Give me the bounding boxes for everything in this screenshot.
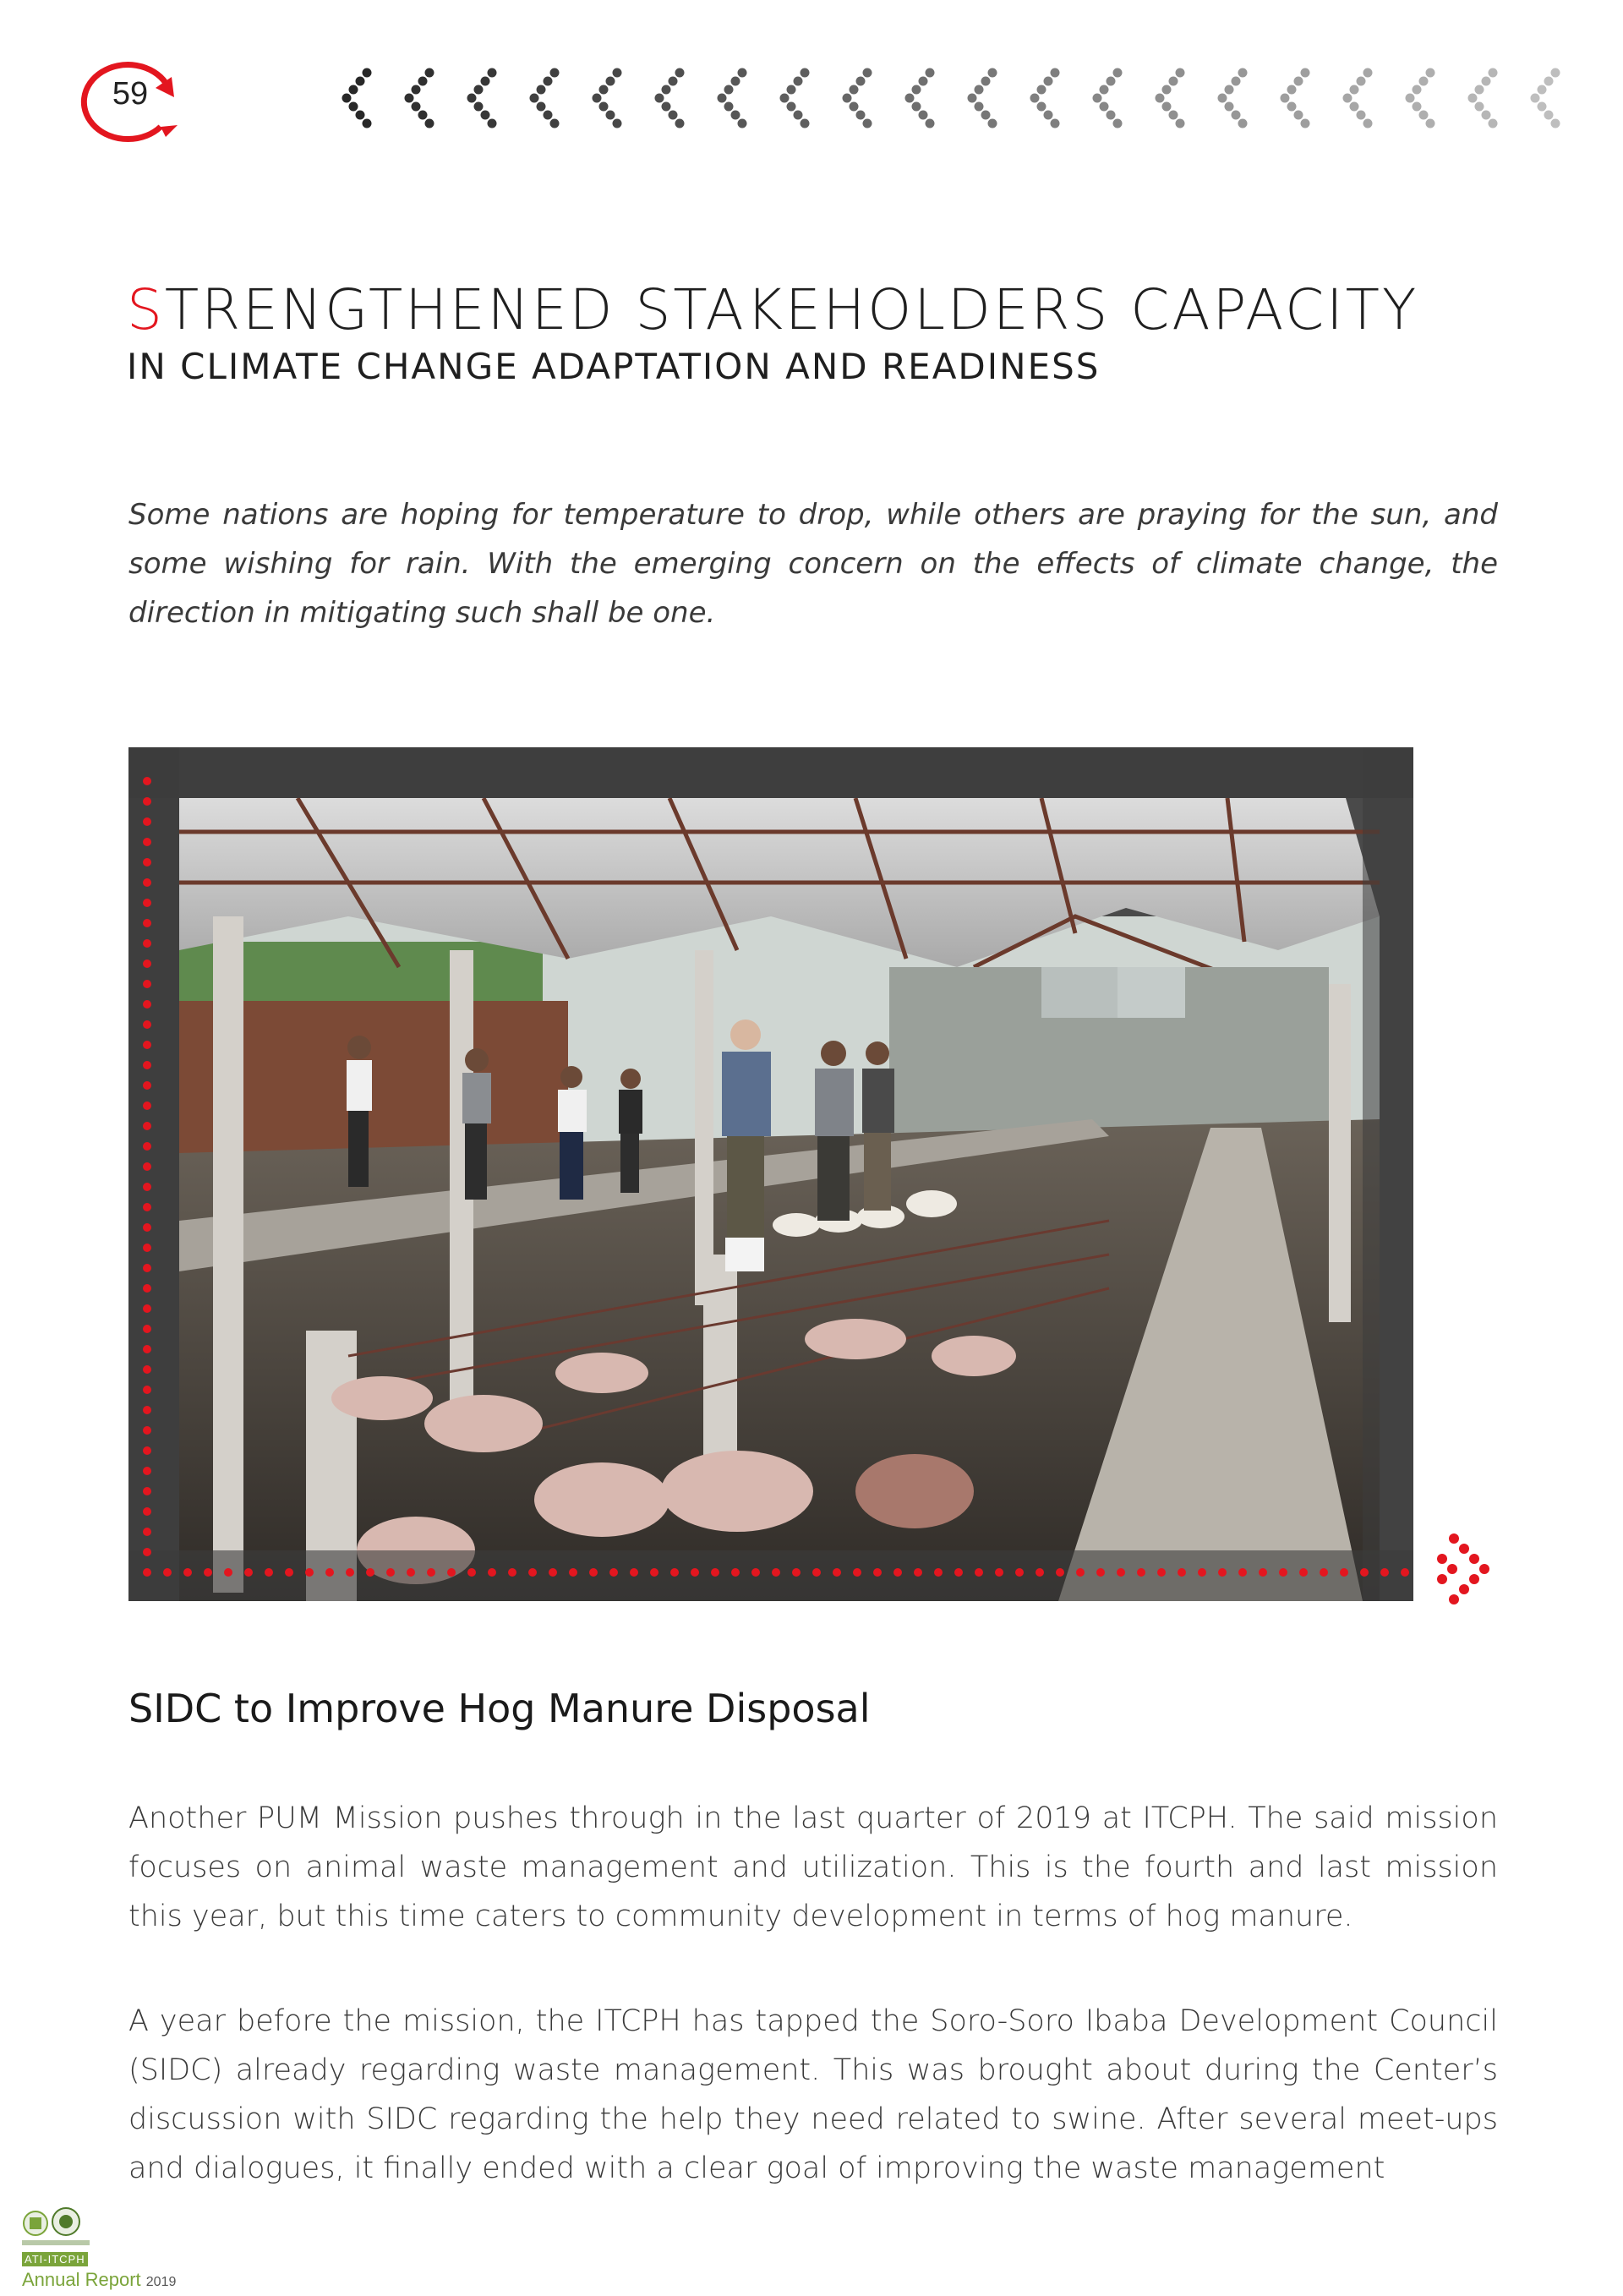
footer-report-label: Annual Report [22, 2269, 141, 2290]
chevron-left-icon [718, 68, 747, 128]
chevron-left-icon [843, 68, 872, 128]
chevron-left-icon [1343, 68, 1373, 128]
chevron-left-icon [1093, 68, 1123, 128]
chevron-left-icon [1531, 68, 1560, 128]
chevron-left-icon [342, 68, 372, 128]
body-paragraph-2: A year before the mission, the ITCPH has tapped the Soro-Soro Ibaba Development Council (SIDC) already regarding waste management. This was brought about during the Center’s discussion with SIDC regarding the help they need related to swine. After several meet-ups and dialogues, it finally ended with a clear goal of improving the waste management [128, 2004, 1498, 2185]
chevron-left-icon [1406, 68, 1435, 128]
body-paragraph-1: Another PUM Mission pushes through in the last quarter of 2019 at ITCPH. The said mission focuses on animal waste management and utilization. This is the fourth and last mission this year, but this time caters to community development in terms of hog manure. [128, 1801, 1498, 1933]
chevron-left-icon [593, 68, 622, 128]
header-chevron-row [338, 61, 1598, 137]
title-first-letter: S [127, 277, 165, 342]
photo-frame [128, 747, 1413, 1601]
page-number-badge [66, 49, 201, 159]
title-main-text: TRENGTHENED STAKEHOLDERS CAPACITY [164, 277, 1419, 342]
footer-year: 2019 [145, 2275, 177, 2289]
chevron-left-icon [1218, 68, 1248, 128]
chevron-left-icon [1281, 68, 1310, 128]
footer-branding [22, 2205, 242, 2289]
chevron-left-icon [1156, 68, 1185, 128]
chevron-left-icon [530, 68, 560, 128]
chevron-left-icon [780, 68, 810, 128]
chevron-left-icon [1030, 68, 1060, 128]
page-title [127, 277, 1513, 391]
footer-report [22, 2269, 176, 2291]
chevron-left-icon [968, 68, 997, 128]
section-heading: SIDC to Improve Hog Manure Disposal [128, 1686, 871, 1731]
footer-org-name: ATI-ITCPH [22, 2252, 88, 2266]
chevron-left-icon [1468, 68, 1498, 128]
chevron-left-icon [905, 68, 935, 128]
pig-farm-photo [128, 747, 1413, 1601]
title-main [127, 277, 1513, 343]
page-number: 59 [112, 76, 149, 112]
intro-paragraph: Some nations are hoping for temperature to drop, while others are praying for the sun, and some wishing for rain. With the emerging concern on the effects of climate change, the direction in mitigating such shall be one. [128, 498, 1498, 630]
chevron-left-icon [405, 68, 434, 128]
chevron-left-icon [467, 68, 497, 128]
dotted-arrow-right-icon [1420, 1522, 1513, 1615]
chevron-left-icon [655, 68, 685, 128]
title-subtitle: IN CLIMATE CHANGE ADAPTATION AND READINESS [127, 346, 1101, 387]
organization-logos [22, 2205, 90, 2250]
